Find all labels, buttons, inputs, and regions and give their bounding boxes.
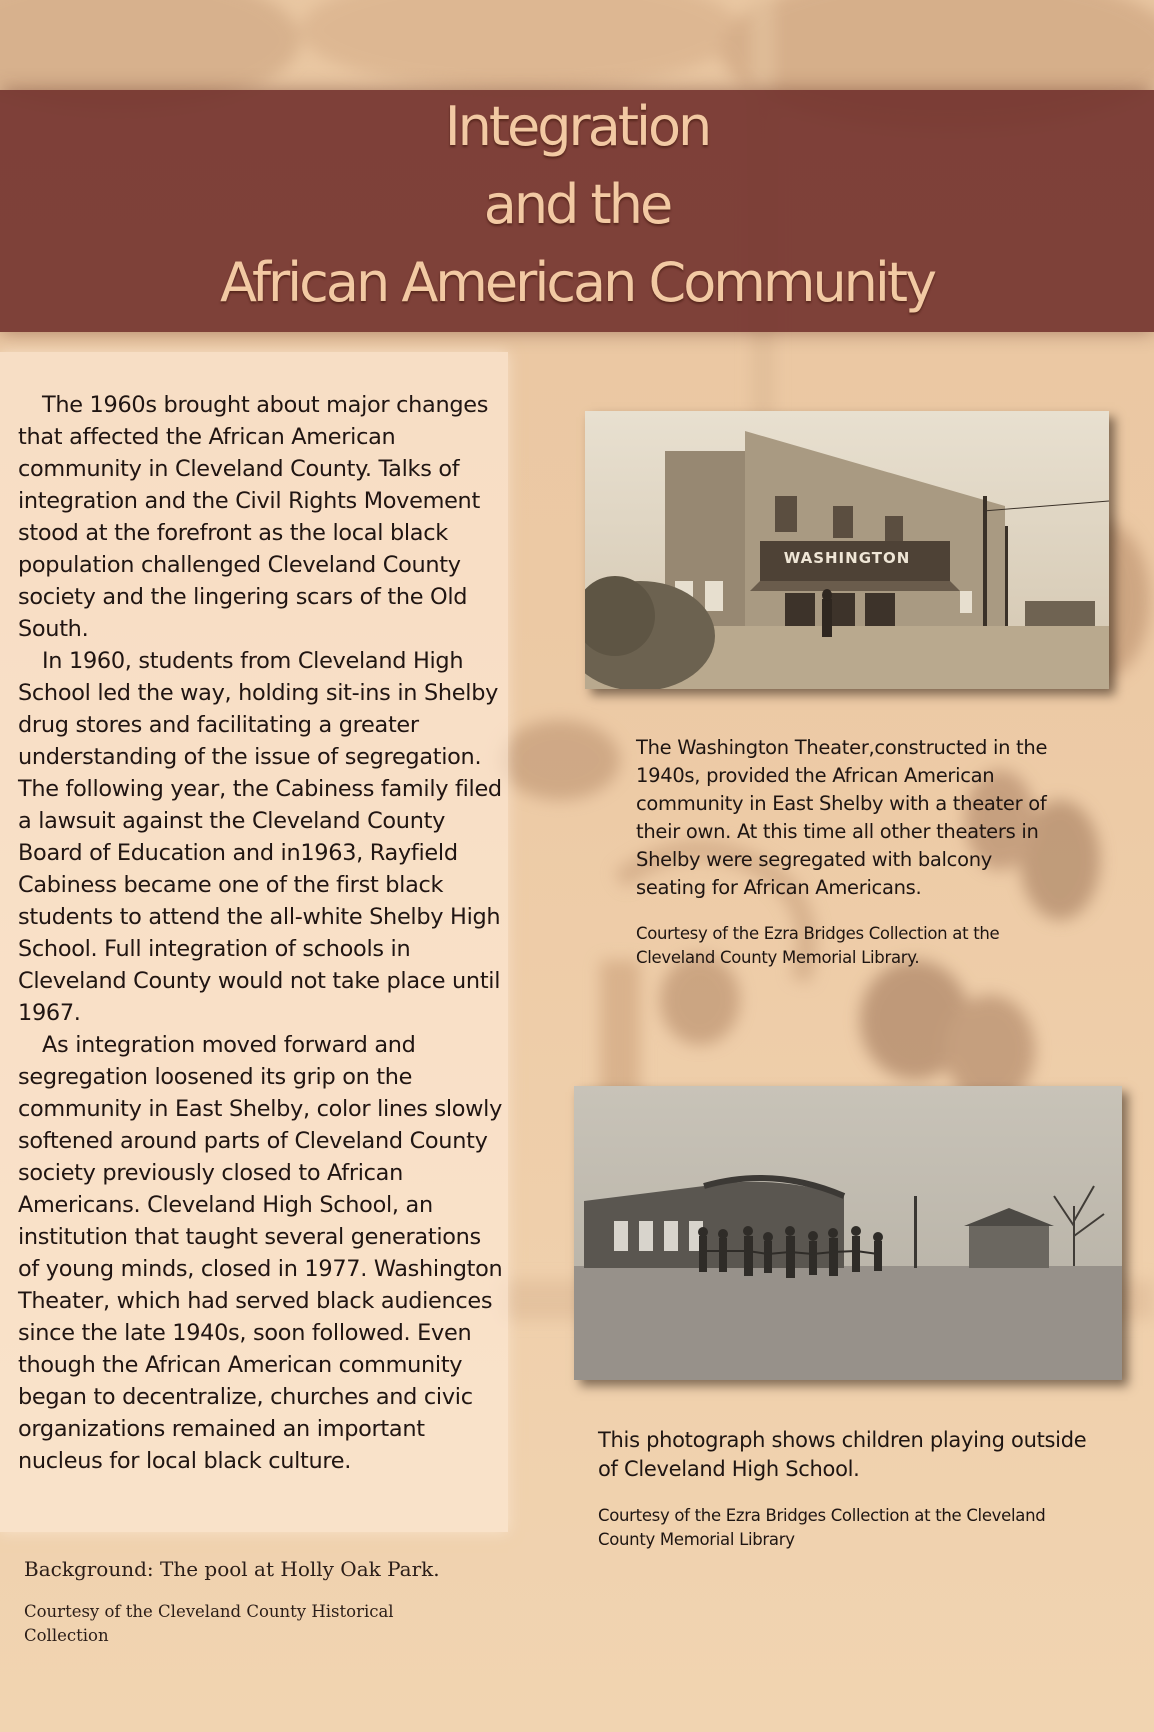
paragraph-1: The 1960s brought about major changes that affected the African American community in Cleveland County. Talks of integration and the Civil Rights Movement stood at the forefront as the local black population challenged Cleveland County society and the lingering scars of the Old South. bbox=[18, 392, 489, 642]
title-line-3: African American Community bbox=[219, 251, 935, 314]
background-caption-credit: Courtesy of the Cleveland County Historical Collection bbox=[24, 1602, 394, 1645]
body-text bbox=[18, 389, 506, 1477]
washington-sign: WASHINGTON bbox=[783, 549, 911, 567]
paragraph-3: As integration moved forward and segregation loosened its grip on the community in East Shelby, color lines slowly softened around parts of Cleveland County society previously closed to African Americans. Cleveland High School, an institution that taught several generations of young minds, closed in 1977. Washington Theater, which had served black audiences since the late 1940s, soon followed. Even though the African American community began to decentralize, churches and civic organizations remained an important nucleus for local black culture. bbox=[18, 1032, 503, 1474]
title-line-2: and the bbox=[483, 173, 671, 236]
background-caption bbox=[24, 1556, 444, 1648]
photo2-credit: Courtesy of the Ezra Bridges Collection at the Cleveland County Memorial Library bbox=[598, 1506, 1046, 1549]
photo1-caption bbox=[636, 734, 1056, 970]
photo2-caption-text: This photograph shows children playing outside of Cleveland High School. bbox=[598, 1428, 1087, 1481]
photo1-credit: Courtesy of the Ezra Bridges Collection at the Cleveland County Memorial Library. bbox=[636, 924, 1000, 967]
paragraph-2: In 1960, students from Cleveland High School led the way, holding sit-ins in Shelby drug stores and facilitating a greater understanding of the issue of segregation. The following year, the Cabiness family filed a lawsuit against the Cleveland County Board of Education and in1963, Rayfield Cabiness became one of the first black students to attend the all-white Shelby High School. Full integration of schools in Cleveland County would not take place until 1967. bbox=[18, 648, 502, 1026]
washington-theater-photo bbox=[585, 411, 1109, 689]
photo2-caption bbox=[598, 1426, 1098, 1552]
cleveland-high-school-photo bbox=[574, 1086, 1122, 1380]
photo1-caption-text: The Washington Theater,constructed in the 1940s, provided the African American community in East Shelby with a theater of their own. At this time all other theaters in Shelby were segregated with balcony seating for African Americans. bbox=[636, 736, 1048, 899]
background-caption-text: Background: The pool at Holly Oak Park. bbox=[24, 1557, 440, 1581]
title-line-1: Integration bbox=[444, 95, 710, 158]
